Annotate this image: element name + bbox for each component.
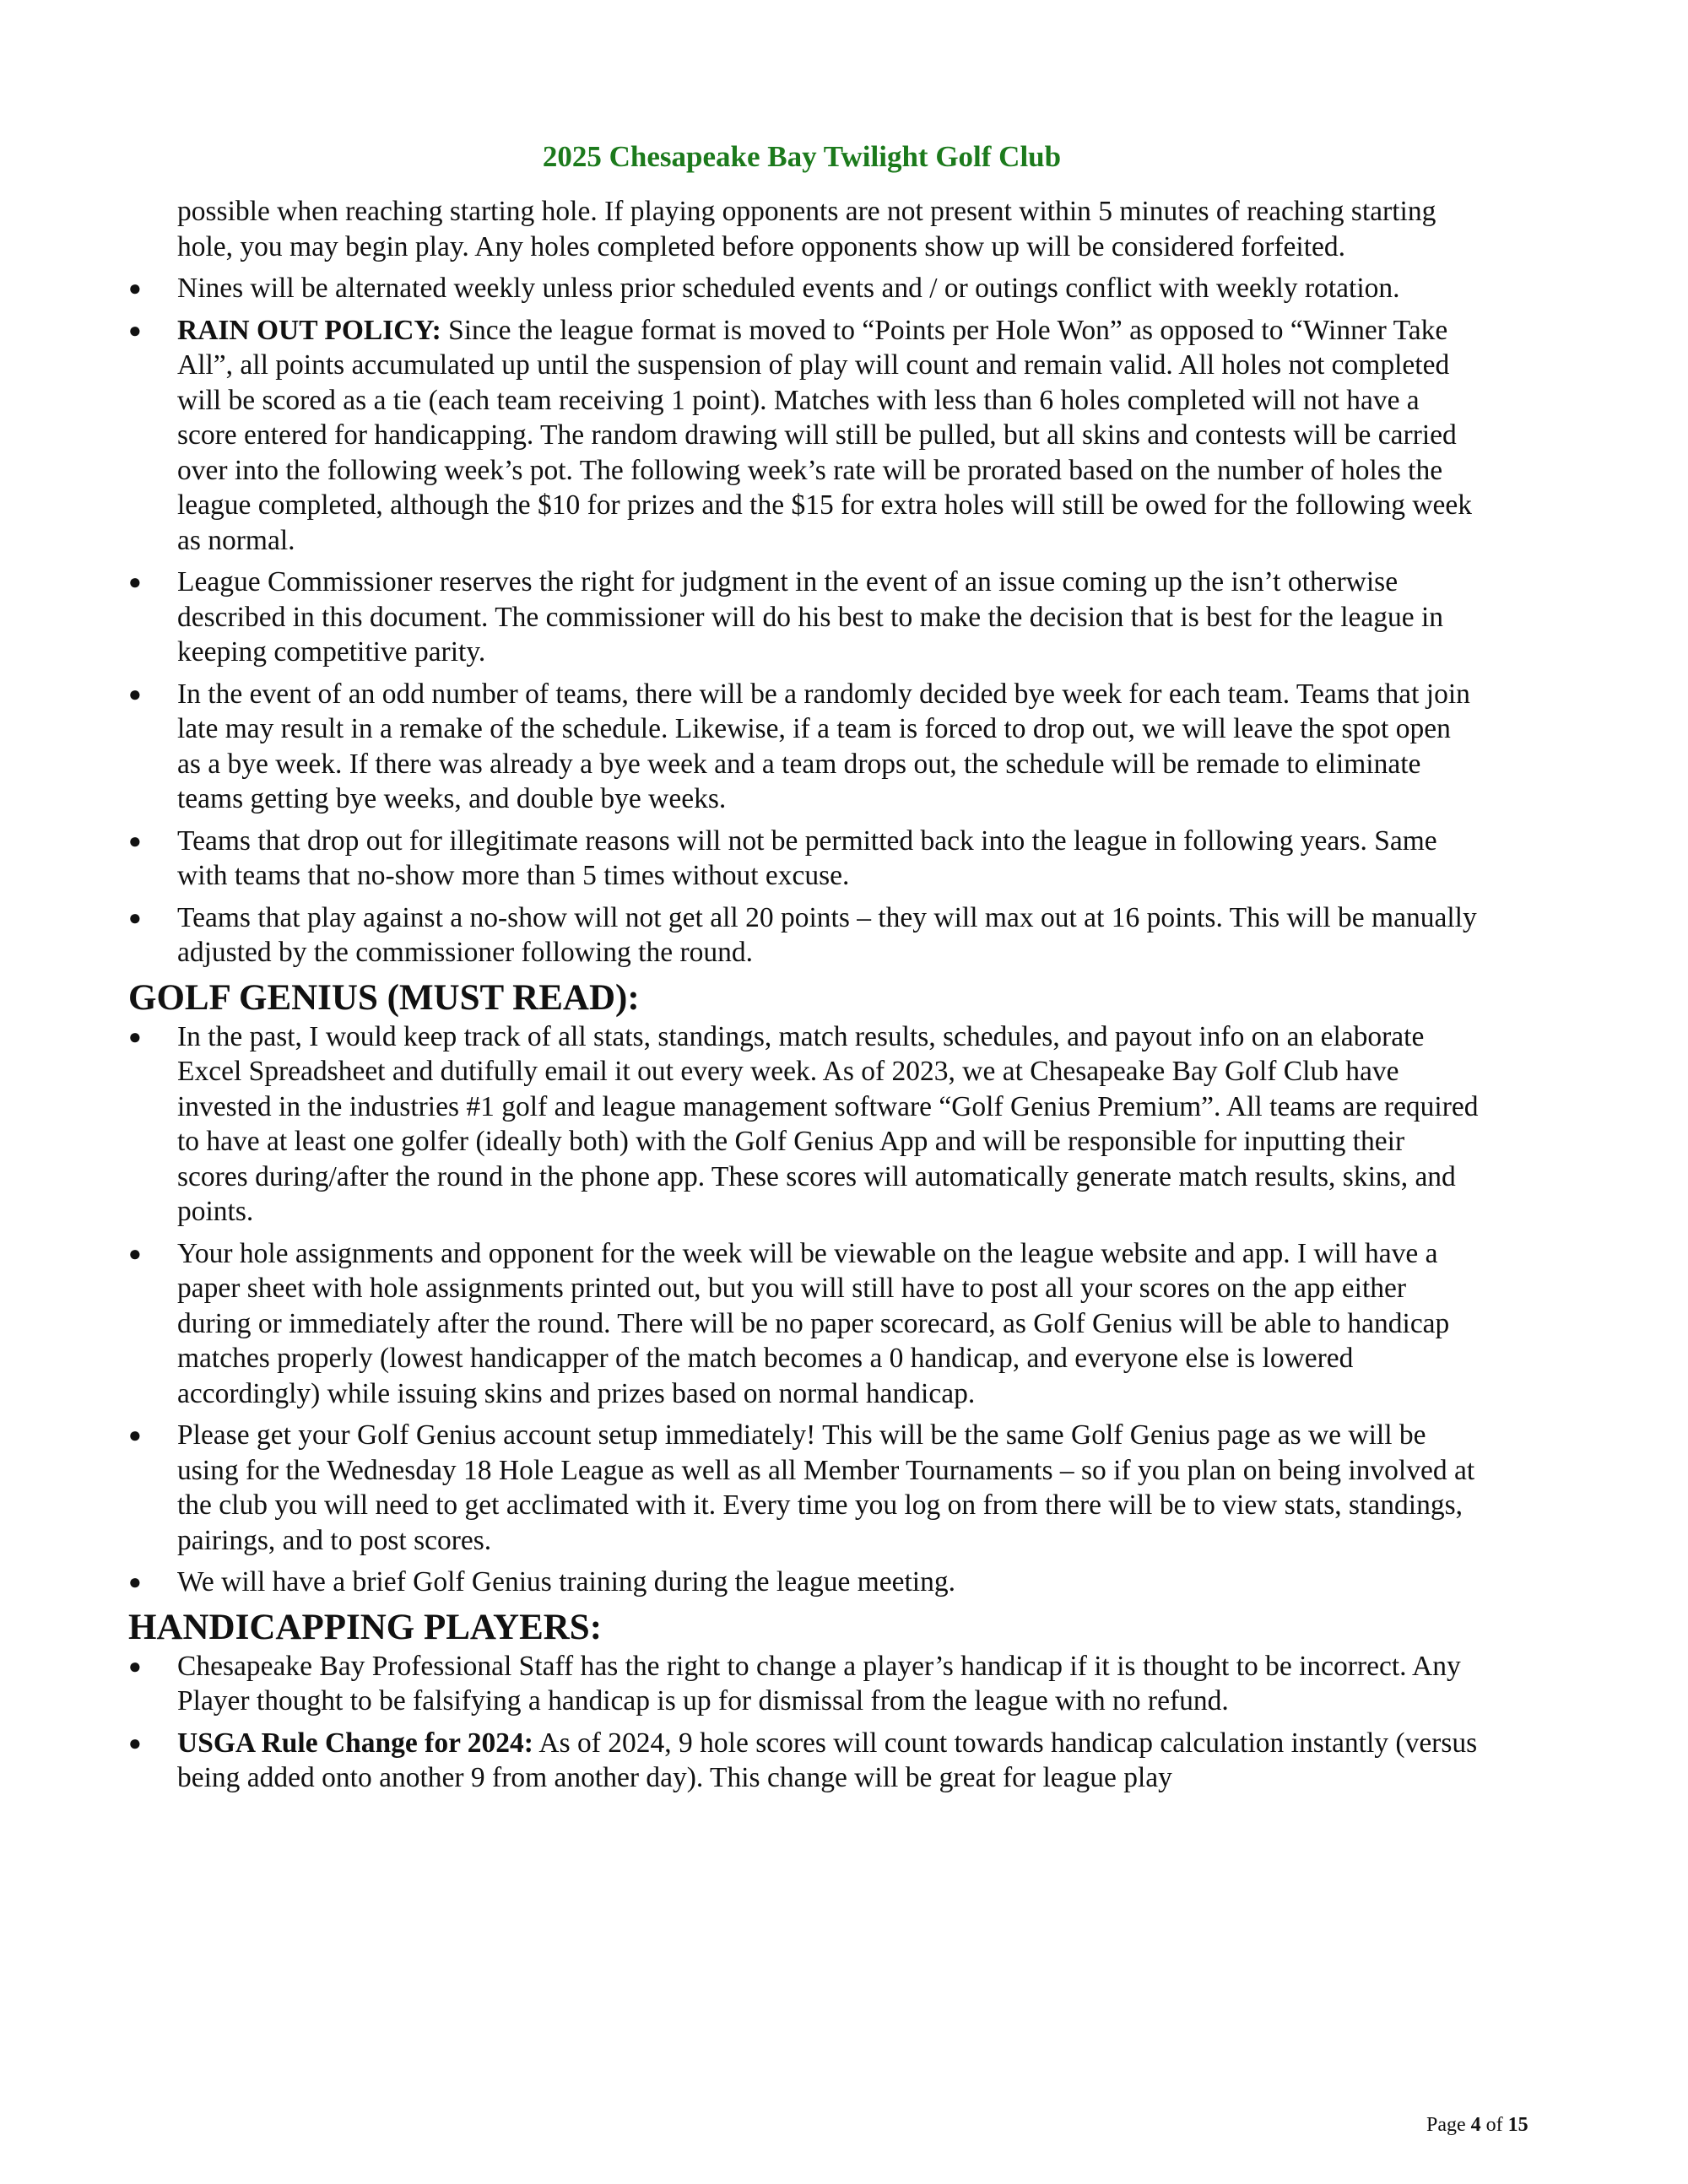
bullet-icon: ● <box>128 1423 142 1447</box>
rule-item <box>128 824 1479 894</box>
rule-text: Teams that drop out for illegitimate reasons will not be permitted back into the league in following years. Same with teams that no-show more than 5 times without excuse. <box>177 824 1437 891</box>
section-heading-handicapping: HANDICAPPING PLAYERS: <box>128 1607 603 1647</box>
page-word: Page <box>1426 2114 1466 2136</box>
rule-text: Since the league format is moved to “Points per Hole Won” as opposed to “Winner Take All”, all points accumulated up until the suspension of play will count and remain valid. All holes not completed will be scored as a tie (each team receiving 1 point). Matches with less than 6 holes completed will not have a score entered for handicapping. The random drawing will still be pulled, but all skins and contests will be carried over into the following week’s pot. The following week’s rate will be prorated based on the number of holes the league completed, although the $10 for prizes and the $15 for extra holes will still be owed for the following week as normal. <box>177 314 1473 556</box>
item-label: USGA Rule Change for 2024: <box>177 1727 533 1759</box>
list-item <box>128 1236 1479 1412</box>
item-text: In the past, I would keep track of all stats, standings, match results, schedules, and payout info on an elaborate Excel Spreadsheet and dutifully email it out every week. As of 2023, we at Chesapeake Bay Golf Club have invested in the industries #1 golf and league management software “Golf Genius Premium”. All teams are required to have at least one golfer (ideally both) with the Golf Genius App and will be responsible for inputting their scores during/after the round in the phone app. These scores will automatically generate match results, skins, and points. <box>177 1020 1479 1227</box>
list-item-usga <box>128 1726 1479 1796</box>
rule-item-rain-out <box>128 313 1479 559</box>
list-item <box>128 1019 1479 1230</box>
item-text: As of 2024, 9 hole scores will count towards handicap calculation instantly (versus being added onto another 9 from another day). This change will be great for league play <box>177 1727 1478 1793</box>
item-text: We will have a brief Golf Genius training during the league meeting. <box>177 1566 955 1597</box>
bullet-icon: ● <box>128 570 142 594</box>
list-item <box>128 1565 1479 1600</box>
bullet-icon: ● <box>128 1570 142 1594</box>
item-text: Please get your Golf Genius account setup immediately! This will be the same Golf Genius page as we will be using for the Wednesday 18 Hole League as well as all Member Tournaments – so if you plan on being involved at the club you will need to get acclimated with it. Every time you log on from there will be to view stats, standings, pairings, and to post scores. <box>177 1419 1475 1556</box>
rules-list <box>128 271 1479 970</box>
rule-item <box>128 677 1479 817</box>
list-item <box>128 1418 1479 1558</box>
item-text: Chesapeake Bay Professional Staff has the right to change a player’s handicap if it is thought to be incorrect. Any Player thought to be falsifying a handicap is up for dismissal from the league with no refund. <box>177 1650 1461 1716</box>
of-word: of <box>1485 2114 1503 2136</box>
bullet-icon: ● <box>128 1730 142 1755</box>
page-total: 15 <box>1507 2114 1528 2136</box>
handicapping-list <box>128 1649 1479 1796</box>
bullet-icon: ● <box>128 905 142 930</box>
list-item <box>128 1649 1479 1719</box>
rule-item <box>128 271 1479 306</box>
bullet-icon: ● <box>128 1241 142 1266</box>
bullet-icon: ● <box>128 317 142 343</box>
rule-item <box>128 900 1479 970</box>
item-text: Your hole assignments and opponent for the week will be viewable on the league website and app. I will have a paper sheet with hole assignments printed out, but you will still have to post all your scores on the app either during or immediately after the round. There will be no paper scorecard, as Golf Genius will be able to handicap matches properly (lowest handicapper of the match becomes a 0 handicap, and everyone else is lowered accordingly) while issuing skins and prizes based on normal handicap. <box>177 1237 1450 1409</box>
bullet-icon: ● <box>128 828 142 853</box>
golf-genius-list <box>128 1019 1479 1600</box>
bullet-icon: ● <box>128 1653 142 1679</box>
rule-item <box>128 565 1479 670</box>
rule-text: League Commissioner reserves the right for judgment in the event of an issue coming up the isn’t otherwise described in this document. The commissioner will do his best to make the decision that is best for the league in keeping competitive parity. <box>177 566 1444 668</box>
page-current: 4 <box>1470 2114 1481 2136</box>
rule-label: RAIN OUT POLICY: <box>177 314 441 346</box>
page-number-footer <box>1426 2114 1528 2137</box>
bullet-icon: ● <box>128 276 142 300</box>
bullet-icon: ● <box>128 681 142 706</box>
document-body <box>128 194 1479 1803</box>
rule-text: In the event of an odd number of teams, there will be a randomly decided bye week for each team. Teams that join late may result in a remake of the schedule. Likewise, if a team is forced to drop out, we will leave the spot open as a bye week. If there was already a bye week and a team drops out, the schedule will be remade to eliminate teams getting bye weeks, and double bye weeks. <box>177 678 1470 814</box>
bullet-icon: ● <box>128 1024 142 1049</box>
section-heading-golf-genius: GOLF GENIUS (MUST READ): <box>128 977 640 1018</box>
rule-text: Teams that play against a no-show will not get all 20 points – they will max out at 16 points. This will be manually adjusted by the commissioner following the round. <box>177 901 1477 968</box>
continued-paragraph: possible when reaching starting hole. If playing opponents are not present within 5 minutes of reaching starting hole, you may begin play. Any holes completed before opponents show up will be considered forfeited. <box>177 196 1436 262</box>
page-header-title: 2025 Chesapeake Bay Twilight Golf Club <box>542 140 1062 173</box>
rule-text: Nines will be alternated weekly unless prior scheduled events and / or outings conflict with weekly rotation. <box>177 273 1400 304</box>
